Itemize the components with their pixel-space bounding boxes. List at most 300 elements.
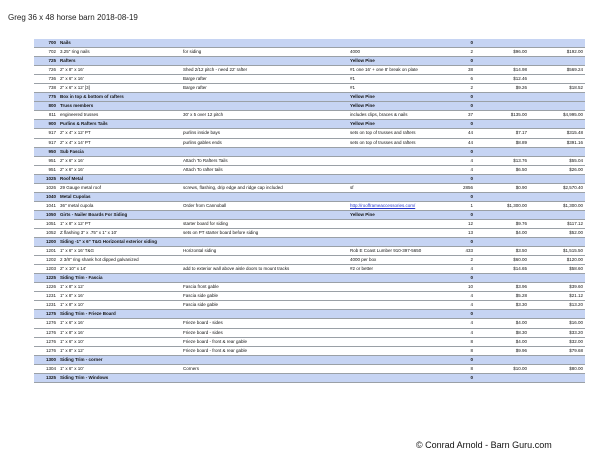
cell-unit-price: $4.00 [475,228,529,237]
cell-item: 2" x 6" x 16' [58,165,181,174]
cell-description [181,310,348,319]
cell-total [529,310,585,319]
cell-note [348,328,461,337]
cell-item: 2" x 4" x 12' PT [58,129,181,138]
cell-code: 1051 [34,219,58,228]
section-row [34,274,585,283]
cell-total [529,210,585,219]
cell-unit-price [475,373,529,382]
cell-total: $120.00 [529,256,585,265]
cell-unit-price: $6.50 [475,165,529,174]
cell-total: $26.00 [529,165,585,174]
cell-quantity: 0 [461,355,475,364]
cell-code: 1200 [34,238,58,247]
cell-unit-price: $3.96 [475,283,529,292]
cell-description: Horizontal siding [181,247,348,256]
section-row [34,93,585,102]
cell-note: Yellow Pine [348,120,461,129]
cell-note [348,165,461,174]
cell-quantity: 13 [461,228,475,237]
cell-code: 1231 [34,292,58,301]
cell-code: 1201 [34,247,58,256]
cell-total: $16.00 [529,319,585,328]
cell-unit-price: $8.30 [475,328,529,337]
cell-total: $1,515.50 [529,247,585,256]
cell-unit-price: $60.00 [475,256,529,265]
cell-quantity: 4 [461,328,475,337]
cell-code: 1300 [34,355,58,364]
table-row [34,346,585,355]
cell-unit-price: $8.89 [475,138,529,147]
cell-quantity: 12 [461,219,475,228]
cell-note: sf [348,183,461,192]
cell-quantity: 0 [461,238,475,247]
copyright-footer: © Conrad Arnold - Barn Guru.com [416,440,552,450]
cell-code: 725 [34,57,58,66]
cell-note: sets on top of trusses and rafters [348,129,461,138]
cell-description [181,102,348,111]
cell-unit-price: $3.50 [475,247,529,256]
cell-quantity: 0 [461,373,475,382]
cell-description: sets on PT starter board before siding [181,228,348,237]
table-row [34,84,585,93]
cell-total [529,192,585,201]
cell-total: $117.12 [529,219,585,228]
cell-note: Yellow Pine [348,93,461,102]
cell-item: 36" metal cupola [58,201,181,210]
cell-unit-price [475,238,529,247]
cell-item: engineered trusses [58,111,181,120]
cell-code: 900 [34,120,58,129]
cell-code: 1226 [34,283,58,292]
cell-item: Sub Fascia [58,147,181,156]
cell-total [529,274,585,283]
section-row [34,147,585,156]
cell-note [348,174,461,183]
cell-quantity: 8 [461,337,475,346]
table-row [34,328,585,337]
cell-note [348,228,461,237]
cell-quantity: 38 [461,66,475,75]
cell-item: 1" x 6" x 16' T&G [58,247,181,256]
cell-description [181,210,348,219]
cell-description [181,39,348,48]
section-row [34,373,585,382]
cell-item: 2" x 4" x 14' PT [58,138,181,147]
cell-code: 1041 [34,201,58,210]
cell-quantity: 2 [461,84,475,93]
cell-unit-price [475,120,529,129]
cell-item: 1" x 8" x 12' [58,346,181,355]
cell-code: 800 [34,102,58,111]
cell-quantity: 10 [461,283,475,292]
cell-code: 1225 [34,274,58,283]
cell-item: 2" x 8" x 16' [58,66,181,75]
cell-code: 1304 [34,364,58,373]
cell-description [181,256,348,265]
table-row [34,66,585,75]
cell-description: Frieze board - front & rear gable [181,337,348,346]
cell-description [181,174,348,183]
cell-description: Barge rafter [181,84,348,93]
cell-code: 1276 [34,337,58,346]
cell-note [348,156,461,165]
cell-quantity: 4 [461,265,475,274]
cell-quantity: 1 [461,201,475,210]
table-row [34,129,585,138]
cell-total [529,57,585,66]
cell-description [181,373,348,382]
cell-code: 1276 [34,346,58,355]
cell-quantity: 4 [461,301,475,310]
table-row [34,165,585,174]
cell-unit-price: $0.90 [475,183,529,192]
cell-item: 1" x 8" x 10' [58,301,181,310]
table-row [34,201,585,210]
cell-description: Frieze board - sides [181,319,348,328]
section-row [34,238,585,247]
cell-unit-price: $14.98 [475,66,529,75]
cell-note: #1 [348,84,461,93]
cell-quantity: 0 [461,274,475,283]
cell-note [348,192,461,201]
cell-total [529,120,585,129]
cell-quantity: 0 [461,57,475,66]
cell-total: $192.00 [529,48,585,57]
cell-item: 2" x 6" x 12' [3] [58,84,181,93]
cell-total: $58.60 [529,265,585,274]
table-row [34,228,585,237]
cell-total: $315.48 [529,129,585,138]
cell-description: Frieze board - sides [181,328,348,337]
cell-item: 1" x 6" x 10' [58,337,181,346]
cell-quantity: 8 [461,346,475,355]
cell-code: 1202 [34,256,58,265]
cell-description: Order from Cannoball [181,201,348,210]
cell-code: 1203 [34,265,58,274]
cell-description: purlins gables ends [181,138,348,147]
cell-item: 2 3/8" ring shank hot dipped galvanized [58,256,181,265]
cell-item: 2" x 10" x 14' [58,265,181,274]
cell-quantity: 4 [461,292,475,301]
cell-description: Fascia side gable [181,292,348,301]
cell-description: Attach To Rafters Tails [181,156,348,165]
cell-quantity: 433 [461,247,475,256]
section-row [34,102,585,111]
cell-item: Nails [58,39,181,48]
cell-total [529,373,585,382]
cell-code: 951 [34,165,58,174]
cell-unit-price: $12.46 [475,75,529,84]
cell-description: add to exterior wall above aisle doors to mount tracks [181,265,348,274]
cell-unit-price [475,310,529,319]
cell-note [348,274,461,283]
cell-total: $18.52 [529,84,585,93]
cell-item: 1" x 6" x 10' [58,364,181,373]
cell-note: Yellow Pine [348,102,461,111]
cell-item: 1" x 8" x 16' [58,328,181,337]
cell-unit-price: $135.00 [475,111,529,120]
cell-quantity: 2 [461,256,475,265]
section-row [34,174,585,183]
section-row [34,57,585,66]
cell-code: 1231 [34,301,58,310]
table-row [34,319,585,328]
cell-description [181,192,348,201]
cell-code: 726 [34,66,58,75]
cell-quantity: 4 [461,156,475,165]
cell-description: starter board for siding [181,219,348,228]
cell-unit-price [475,102,529,111]
cell-unit-price [475,57,529,66]
section-row [34,192,585,201]
cell-code: 1050 [34,210,58,219]
cell-total: $569.24 [529,66,585,75]
cell-note [348,238,461,247]
cell-total: $33.20 [529,328,585,337]
table-row [34,364,585,373]
cell-code: 1025 [34,174,58,183]
cell-description: screws, flashing, drip edge and ridge cap included [181,183,348,192]
cell-note [348,39,461,48]
cell-quantity: 44 [461,129,475,138]
cell-item: 1" x 8" x 16' [58,292,181,301]
cell-total [529,147,585,156]
cell-unit-price [475,39,529,48]
cell-note: 4000 per box [348,256,461,265]
cell-note: Yellow Pine [348,210,461,219]
cell-total: $55.04 [529,156,585,165]
cell-total: $32.00 [529,337,585,346]
cell-total [529,39,585,48]
cell-description: 30' x 5 over 12 pitch [181,111,348,120]
cell-unit-price [475,192,529,201]
cell-item: Siding -1" x 6" T&G Horizontal exterior siding [58,238,181,247]
cell-item: Siding Trim - Windows [58,373,181,382]
cell-item: 2" x 6" x 16' [58,75,181,84]
cell-item: 2" x 6" x 16' [58,156,181,165]
cell-total: $21.12 [529,292,585,301]
cell-quantity: 0 [461,210,475,219]
cell-code: 1276 [34,328,58,337]
cell-quantity: 0 [461,39,475,48]
cell-unit-price: $9.26 [475,84,529,93]
cell-item: 1" x 6" x 16' [58,319,181,328]
cell-code: 917 [34,138,58,147]
cell-item: Siding Trim - Fascia [58,274,181,283]
cell-description: Frieze board - front & rear gable [181,346,348,355]
cell-description: Fascia side gable [181,301,348,310]
cell-unit-price: $10.00 [475,364,529,373]
cell-item: Purlins & Rafters Tails [58,120,181,129]
table-row [34,292,585,301]
cell-item: Truss members [58,102,181,111]
cell-quantity: 0 [461,147,475,156]
cell-unit-price [475,147,529,156]
cell-code: 917 [34,129,58,138]
cell-item: Box in top & bottom of rafters [58,93,181,102]
table-row [34,247,585,256]
cell-quantity: 0 [461,174,475,183]
cell-total: $80.00 [529,364,585,373]
cell-note: includes clips, braces & nails [348,111,461,120]
cell-total: $52.00 [529,228,585,237]
cell-total: $13.20 [529,301,585,310]
cell-note [348,319,461,328]
cell-note: #1 one 16' + one 8' break on plate [348,66,461,75]
cell-code: 1040 [34,192,58,201]
cell-total [529,102,585,111]
cell-item: Metal Cupolas [58,192,181,201]
cell-total: $1,300.00 [529,201,585,210]
cell-description: Corners [181,364,348,373]
cell-unit-price [475,174,529,183]
table-row [34,219,585,228]
cell-total: $391.16 [529,138,585,147]
cell-description: Shed 2/12 pitch - need 22' rafter [181,66,348,75]
cell-code: 951 [34,156,58,165]
cell-note: #1 [348,75,461,84]
cell-quantity: 6 [461,75,475,84]
cell-quantity: 0 [461,192,475,201]
cell-unit-price [475,210,529,219]
cell-note [348,337,461,346]
cell-note [348,292,461,301]
cell-description [181,93,348,102]
cell-total [529,174,585,183]
cell-code: 1275 [34,310,58,319]
cell-note [348,355,461,364]
table-row [34,138,585,147]
cell-item: Z flashing 3" x .75" x 1" x 10' [58,228,181,237]
materials-table [34,39,585,383]
cell-total: $79.68 [529,346,585,355]
table-row [34,183,585,192]
table-row [34,111,585,120]
table-row [34,265,585,274]
cell-note [348,346,461,355]
cell-unit-price: $96.00 [475,48,529,57]
cell-code: 1325 [34,373,58,382]
cell-description [181,355,348,364]
cell-note [348,147,461,156]
cell-code: 1052 [34,228,58,237]
cell-code: 811 [34,111,58,120]
cell-note: sets on top of trusses and rafters [348,138,461,147]
cell-unit-price: $4.00 [475,337,529,346]
cell-note [348,219,461,228]
cell-item: Girts - Nailer Boards For Siding [58,210,181,219]
cell-code: 1026 [34,183,58,192]
cell-code: 736 [34,75,58,84]
cell-note [348,310,461,319]
cell-quantity: 37 [461,111,475,120]
cell-note: Yellow Pine [348,57,461,66]
cell-unit-price [475,355,529,364]
cell-quantity: 8 [461,364,475,373]
cell-unit-price [475,274,529,283]
cell-code: 738 [34,84,58,93]
cell-unit-price: $5.28 [475,292,529,301]
materials-rows [34,39,585,382]
cell-description [181,120,348,129]
cell-note [348,301,461,310]
cell-description: purlins inside bays [181,129,348,138]
table-row [34,75,585,84]
cell-unit-price: $1,300.00 [475,201,529,210]
cell-note: Rob E Coast Lumber 910-397-5650 [348,247,461,256]
section-row [34,210,585,219]
cell-total [529,75,585,84]
cell-total: $2,570.40 [529,183,585,192]
cell-item: Roof Metal [58,174,181,183]
cell-total: $4,995.00 [529,111,585,120]
cell-description: Attach To rafter tails [181,165,348,174]
cell-quantity: 2 [461,48,475,57]
cell-item: Rafters [58,57,181,66]
cell-quantity: 0 [461,102,475,111]
cell-note [348,283,461,292]
cell-note [348,373,461,382]
cell-description [181,238,348,247]
cell-item: 3.25" ring nails [58,48,181,57]
cell-code: 700 [34,39,58,48]
cell-unit-price: $3.30 [475,301,529,310]
cell-total [529,238,585,247]
cell-code: 1276 [34,319,58,328]
table-row [34,156,585,165]
cell-description [181,57,348,66]
table-row [34,283,585,292]
cell-code: 702 [34,48,58,57]
cell-item: Siding Trim - corner [58,355,181,364]
cell-total: $39.60 [529,283,585,292]
section-row [34,310,585,319]
section-row [34,39,585,48]
table-row [34,48,585,57]
table-row [34,337,585,346]
cell-code: 950 [34,147,58,156]
cell-description: Fascia front gable [181,283,348,292]
cell-note [348,364,461,373]
cell-unit-price [475,93,529,102]
cell-quantity: 0 [461,120,475,129]
cell-unit-price: $7.17 [475,129,529,138]
cell-unit-price: $9.96 [475,346,529,355]
cell-description [181,274,348,283]
cell-unit-price: $9.76 [475,219,529,228]
cell-quantity: 44 [461,138,475,147]
document-title: Greg 36 x 48 horse barn 2018-08-19 [8,13,138,22]
cell-item: 1" x 8" x 12' [58,283,181,292]
cell-quantity: 0 [461,93,475,102]
cell-total [529,93,585,102]
cell-unit-price: $4.00 [475,319,529,328]
table-row [34,301,585,310]
cell-quantity: 4 [461,165,475,174]
cell-unit-price: $14.65 [475,265,529,274]
cell-item: 29 Gauge metal roof [58,183,181,192]
cell-code: 775 [34,93,58,102]
cell-description: for siding [181,48,348,57]
section-row [34,355,585,364]
cell-note[interactable]: http://roofframeaccessories.com/ [348,201,461,210]
cell-note: #2 or better [348,265,461,274]
cell-quantity: 4 [461,319,475,328]
table-row [34,256,585,265]
cell-quantity: 2856 [461,183,475,192]
section-row [34,120,585,129]
